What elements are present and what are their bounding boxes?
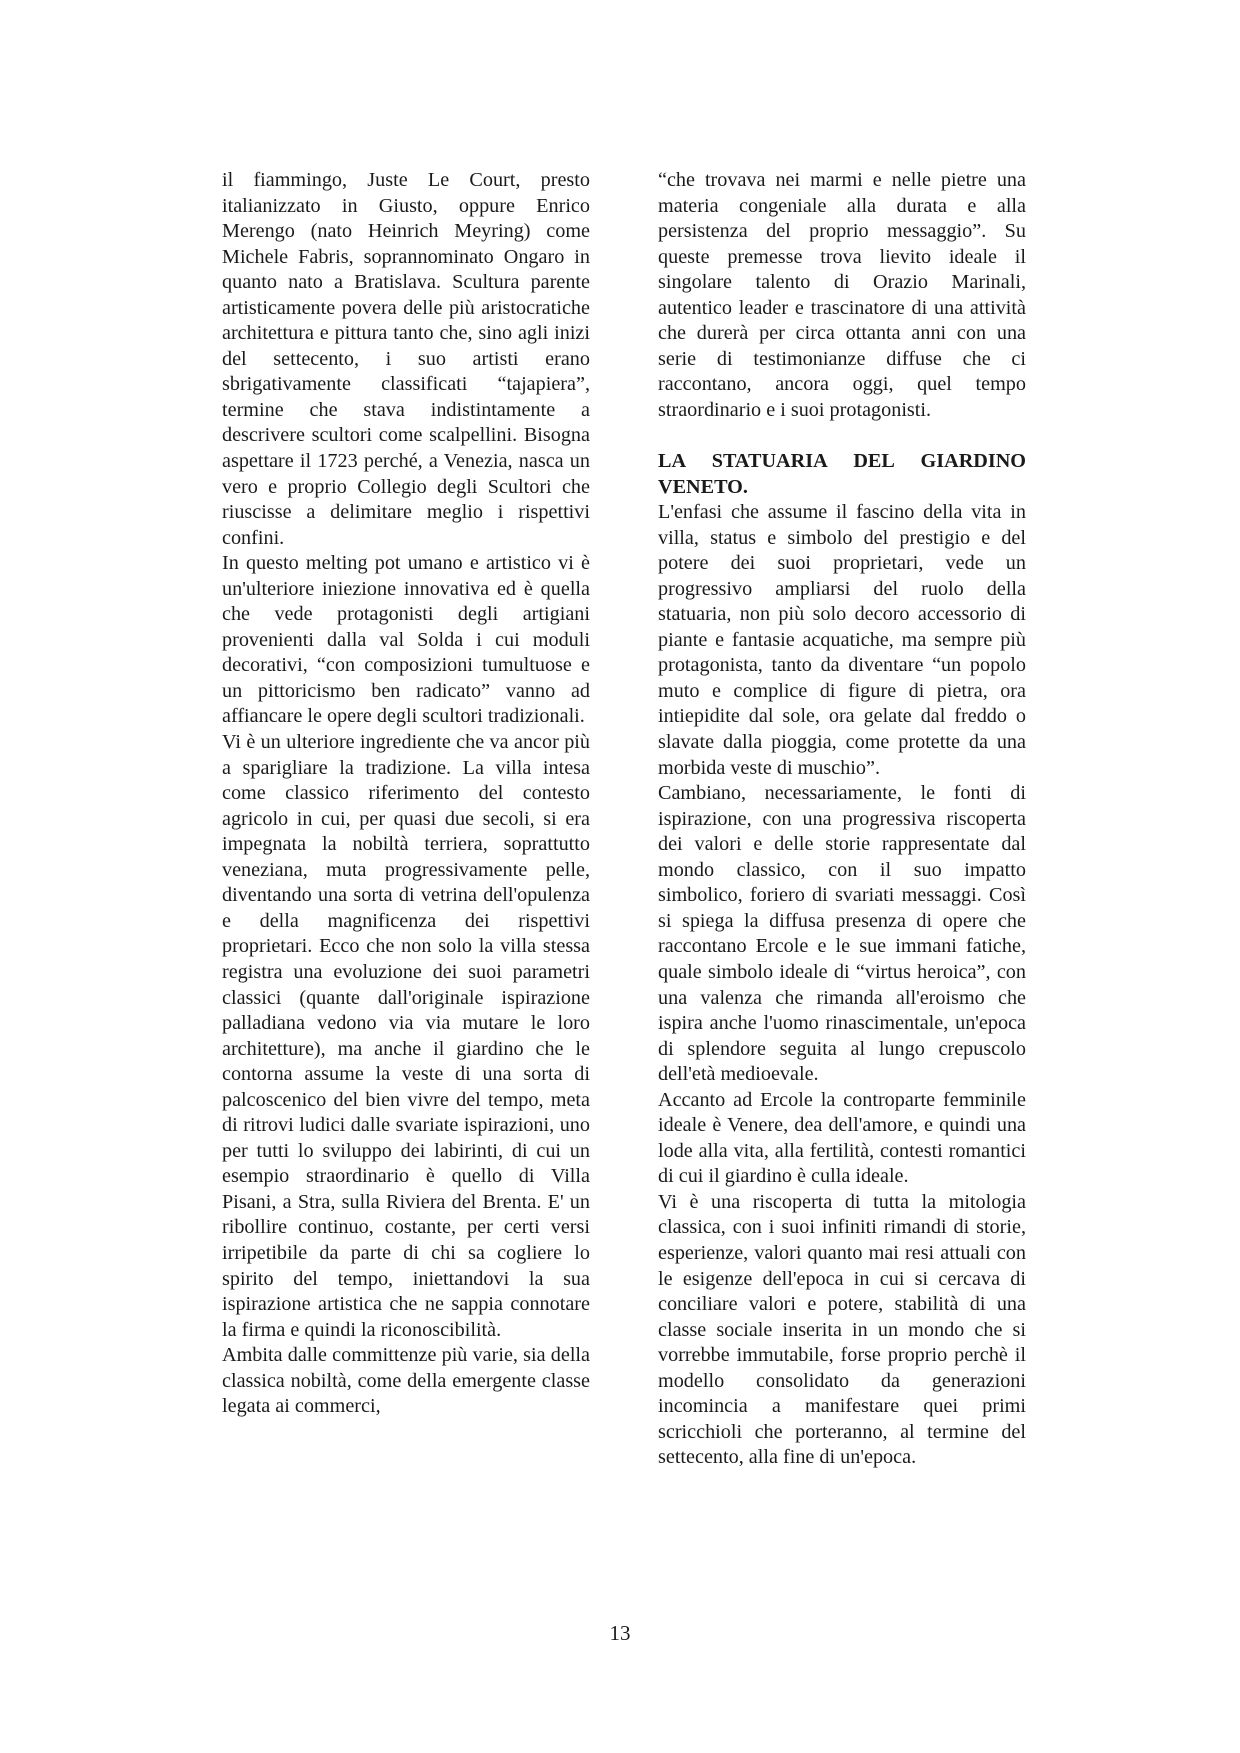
body-paragraph: “che trovava nei marmi e nelle pietre una materia congeniale alla durata e alla persistenza del proprio messaggio”. Su queste premesse trova lievito ideale il singolare talento di Orazio Marinali, autentico leader e trascinatore di una attività che durerà per circa ottanta anni con una serie di testimonianze diffuse che ci raccontano, ancora oggi, quel tempo straordinario e i suoi protagonisti. bbox=[658, 169, 1026, 421]
body-paragraph: Cambiano, necessariamente, le fonti di ispirazione, con una progressiva riscoperta dei valori e delle storie rappresentate dal mondo classico, con il suo impatto simbolico, foriero di svariati messaggi. Così si spiega la diffusa presenza di opere che raccontano Ercole e le sue immani fatiche, quale simbolo ideale di “virtus heroica”, con una valenza che rimanda all'eroismo che ispira anche l'uomo rinascimentale, un'epoca di splendore seguita al lungo crepuscolo dell'età medioevale. bbox=[658, 782, 1026, 1086]
left-column bbox=[222, 168, 590, 1420]
body-paragraph: In questo melting pot umano e artistico vi è un'ulteriore iniezione innovativa ed è quella che vede protagonisti degli artigiani provenienti dalla val Solda i cui moduli decorativi, “con composizioni tumultuose e un pittoricismo ben radicato” vanno ad affiancare le opere degli scultori tradizionali. bbox=[222, 552, 590, 728]
body-paragraph: il fiammingo, Juste Le Court, presto italianizzato in Giusto, oppure Enrico Merengo (nato Heinrich Meyring) come Michele Fabris, soprannominato Ongaro in quanto nato a Bratislava. Scultura parente artisticamente povera delle più aristocratiche architettura e pittura tanto che, sino agli inizi del settecento, i suo artisti erano sbrigativamente classificati “tajapiera”, termine che stava indistintamente a descrivere scultori come scalpellini. Bisogna aspettare il 1723 perché, a Venezia, nasca un vero e proprio Collegio degli Scultori che riuscisse a delimitare meglio i rispettivi confini. bbox=[222, 169, 590, 549]
body-paragraph: Vi è una riscoperta di tutta la mitologia classica, con i suoi infiniti rimandi di storie, esperienze, valori quanto mai resi attuali con le esigenze dell'epoca in cui si cercava di conciliare valori e potere, stabilità di una classe sociale inserita in un mondo che si vorrebbe immutabile, forse proprio perchè il modello consolidato da generazioni incomincia a manifestare quei primi scricchioli che porteranno, al termine del settecento, alla fine di un'epoca. bbox=[658, 1190, 1026, 1469]
body-paragraph: Ambita dalle committenze più varie, sia della classica nobiltà, come della emergente classe legata ai commerci, bbox=[222, 1344, 590, 1418]
body-paragraph: L'enfasi che assume il fascino della vita in villa, status e simbolo del prestigio e del potere dei suoi proprietari, vede un progressivo ampliarsi del ruolo della statuaria, non più solo decoro accessorio di piante e fantasie acquatiche, ma sempre più protagonista, tanto da diventare “un popolo muto e complice di figure di pietra, ora intiepidite dal sole, ora gelate dal freddo o slavate dalla pioggia, come protette da una morbida veste di muschio”. bbox=[658, 501, 1026, 779]
right-column bbox=[658, 168, 1026, 1471]
body-paragraph: Accanto ad Ercole la controparte femminile ideale è Venere, dea dell'amore, e quindi una lode alla vita, alla fertilità, contesti romantici di cui il giardino è culla ideale. bbox=[658, 1088, 1026, 1188]
section-heading: LA STATUARIA DEL GIARDINO VENETO. bbox=[658, 450, 1026, 498]
section-spacer bbox=[658, 423, 1026, 449]
body-paragraph: Vi è un ulteriore ingrediente che va ancor più a sparigliare la tradizione. La villa intesa come classico riferimento del contesto agricolo in cui, per quasi due secoli, si era impegnata la nobiltà terriera, soprattutto veneziana, muta progressivamente pelle, diventando una sorta di vetrina dell'opulenza e della magnificenza dei rispettivi proprietari. Ecco che non solo la villa stessa registra una evoluzione dei suoi parametri classici (quante dall'originale ispirazione palladiana vedono via via mutare le loro architetture), ma anche il giardino che le contorna assume la veste di una sorta di palcoscenico del bien vivre del tempo, meta di ritrovi ludici dalle svariate ispirazioni, uno per tutti lo sviluppo dei labirinti, di cui un esempio straordinario è quello di Villa Pisani, a Stra, sulla Riviera del Brenta. E' un ribollire continuo, costante, per certi versi irripetibile da parte di chi sa cogliere lo spirito del tempo, iniettandovi la sua ispirazione artistica che ne sappia connotare la firma e quindi la riconoscibilità. bbox=[222, 731, 590, 1341]
page-number: 13 bbox=[609, 1621, 631, 1645]
